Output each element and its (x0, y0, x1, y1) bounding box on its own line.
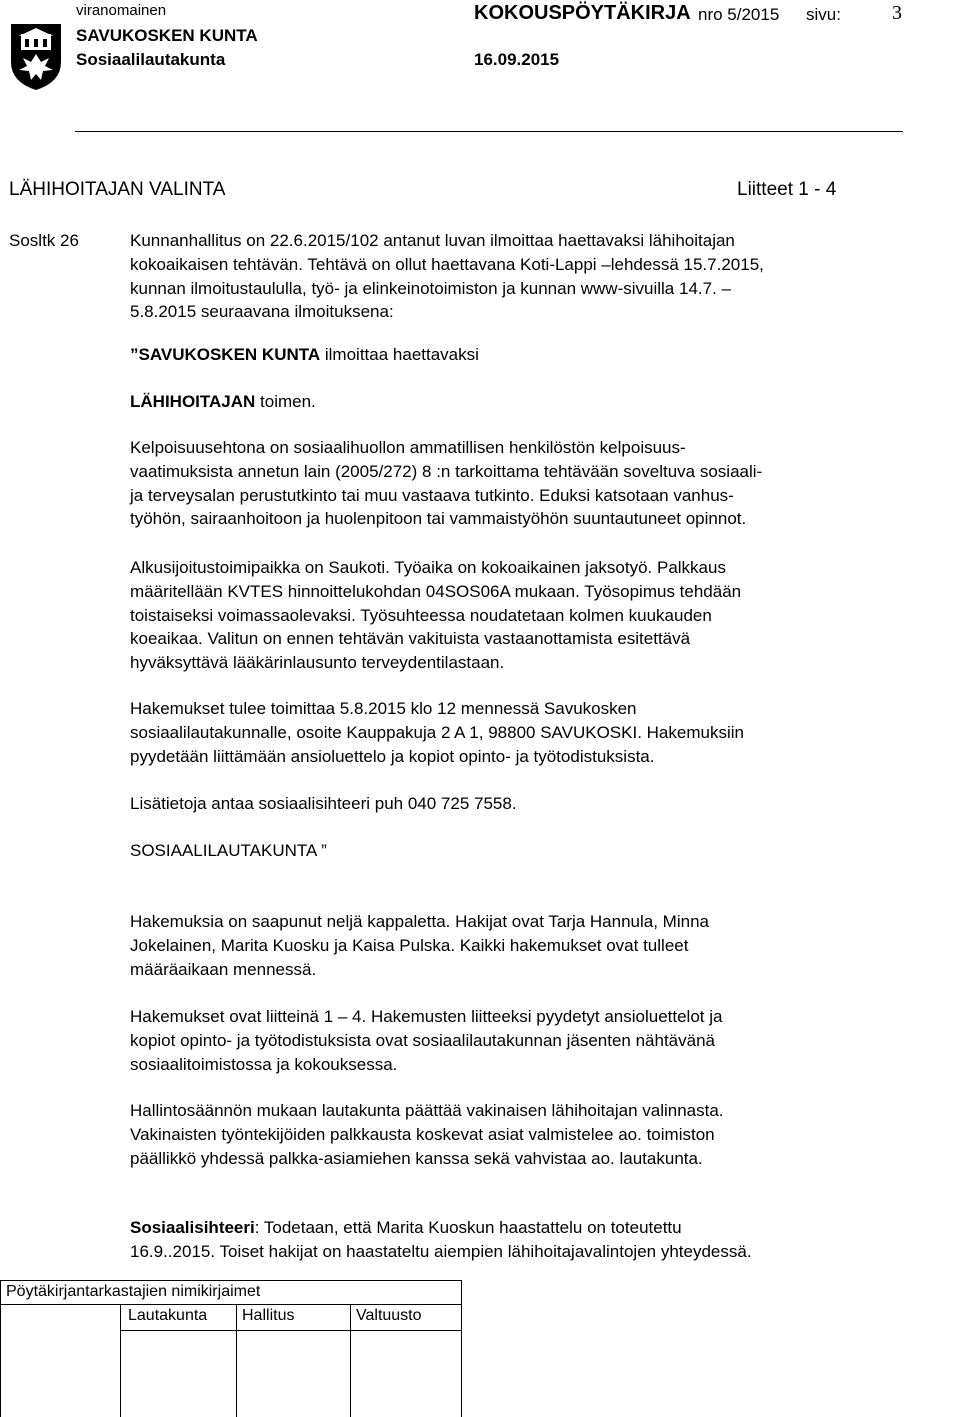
text-line: päällikkö yhdessä palkka-asiamiehen kanssa sekä vahvistaa ao. lautakunta. (130, 1148, 703, 1168)
text-line: SOSIAALILAUTAKUNTA ” (130, 841, 327, 860)
table-column-divider (350, 1304, 351, 1417)
paragraph-contact (130, 792, 890, 816)
text-line: määritellään KVTES hinnoittelukohdan 04SOS06A mukaan. Työsopimus tehdään (130, 581, 742, 601)
table-divider (0, 1304, 462, 1305)
paragraph-signature (130, 839, 890, 863)
text-line: vaatimuksista annetun lain (2005/272) 8 :n tarkoittama tehtävään soveltuva sosiaali- (130, 461, 763, 481)
text-line: Kunnanhallitus on 22.6.2015/102 antanut luvan ilmoittaa haettavaksi lähihoitajan (130, 231, 735, 250)
text-line: ja terveysalan perustutkinto tai muu vastaava tutkinto. Eduksi katsotaan vanhus- (130, 485, 734, 505)
meeting-date: 16.09.2015 (474, 50, 560, 69)
header-author: viranomainen (76, 2, 167, 19)
doc-number: nro 5/2015 (698, 5, 780, 24)
secretary-label: Sosiaalisihteeri (130, 1218, 255, 1237)
text-line: koeaikaa. Valitun on ennen tehtävän vakituista vastaanottamista esitettävä (130, 629, 691, 649)
section-title: LÄHIHOITAJAN VALINTA (9, 179, 226, 200)
header-rule (75, 131, 903, 132)
header-board: Sosiaalilautakunta (76, 50, 226, 69)
paragraph-terms (130, 556, 890, 675)
text-line: työhön, sairaanhoitoon ja huolenpitoon tai vammaistyöhön suuntautuneet opinnot. (130, 509, 747, 529)
text-line: Hakemukset ovat liitteinä 1 – 4. Hakemusten liitteeksi pyydetyt ansioluettelot ja (130, 1007, 723, 1026)
text-line: Vakinaisten työntekijöiden palkkausta koskevat asiat valmistelee ao. toimiston (130, 1124, 715, 1144)
text-line: pyydetään liittämään ansioluettelo ja kopiot opinto- ja työtodistuksista. (130, 746, 655, 766)
text-line (130, 1216, 890, 1240)
column-lautakunta: Lautakunta (128, 1307, 208, 1324)
ad-role-line (130, 392, 316, 412)
initials-table-title: Pöytäkirjantarkastajien nimikirjaimet (6, 1283, 261, 1300)
page-number: 3 (892, 2, 902, 24)
table-column-divider (120, 1304, 121, 1417)
paragraph-regulations (130, 1099, 890, 1170)
column-valtuusto: Valtuusto (356, 1307, 422, 1324)
text-line: Kelpoisuusehtona on sosiaalihuollon ammatillisen henkilöstön kelpoisuus- (130, 438, 686, 457)
paragraph-attachments (130, 1005, 890, 1076)
text-line: 5.8.2015 seuraavana ilmoituksena: (130, 302, 394, 322)
text-line: kunnan ilmoitustaululla, työ- ja elinkeinotoimiston ja kunnan www-sivuilla 14.7. – (130, 278, 731, 298)
text-line: Hakemuksia on saapunut neljä kappaletta. Hakijat ovat Tarja Hannula, Minna (130, 912, 709, 931)
doc-title: KOKOUSPÖYTÄKIRJA (474, 2, 691, 24)
text-line: Hakemukset tulee toimittaa 5.8.2015 klo 12 mennessä Savukosken (130, 699, 637, 718)
ad-role: LÄHIHOITAJAN (130, 392, 256, 411)
text-line: Hallintosäännön mukaan lautakunta päättää vakinaisen lähihoitajan valinnasta. (130, 1101, 724, 1120)
text-line: toistaiseksi voimassaolevaksi. Työsuhteessa noudatetaan kolmen kuukauden (130, 605, 712, 625)
table-header-rule (120, 1330, 462, 1331)
text-line: kokoaikaisen tehtävän. Tehtävä on ollut haettavana Koti-Lappi –lehdessä 15.7.2015, (130, 254, 764, 274)
attachments-label: Liitteet 1 - 4 (737, 179, 837, 200)
text-line: kopiot opinto- ja työtodistuksista ovat sosiaalilautakunnan jäsenten nähtävänä (130, 1030, 715, 1050)
text-line: Lisätietoja antaa sosiaalisihteeri puh 040 725 7558. (130, 794, 517, 813)
paragraph-application (130, 697, 890, 768)
item-id: Sosltk 26 (9, 231, 79, 250)
text-line: Jokelainen, Marita Kuosku ja Kaisa Pulska. Kaikki hakemukset ovat tulleet (130, 935, 689, 955)
header-org: SAVUKOSKEN KUNTA (76, 26, 258, 45)
ad-rest: ilmoittaa haettavaksi (320, 345, 479, 364)
text-line: hyväksyttävä lääkärinlausunto terveydentilastaan. (130, 653, 505, 673)
paragraph-intro (130, 229, 890, 324)
table-column-divider (236, 1304, 237, 1417)
paragraph-applicants (130, 910, 890, 981)
text-line: määräaikaan mennessä. (130, 959, 317, 979)
secretary-text: : Todetaan, että Marita Kuoskun haastattelu on toteutettu (254, 1218, 682, 1237)
text-line: sosiaalilautakunnalle, osoite Kauppakuja 2 A 1, 98800 SAVUKOSKI. Hakemuksiin (130, 722, 744, 742)
text-line: sosiaalitoimistossa ja kokouksessa. (130, 1054, 398, 1074)
page-label: sivu: (806, 5, 841, 24)
paragraph-qualifications (130, 436, 890, 531)
ad-role-rest: toimen. (255, 392, 316, 411)
ad-heading-line (130, 345, 479, 365)
text-line: 16.9..2015. Toiset hakijat on haastateltu aiempien lähihoitajavalintojen yhteydessä. (130, 1241, 752, 1261)
municipal-crest-icon (9, 22, 63, 92)
ad-org: ”SAVUKOSKEN KUNTA (130, 345, 321, 364)
text-line: Alkusijoitustoimipaikka on Saukoti. Työaika on kokoaikainen jaksotyö. Palkkaus (130, 558, 726, 577)
paragraph-secretary (130, 1216, 890, 1264)
column-hallitus: Hallitus (242, 1307, 295, 1324)
